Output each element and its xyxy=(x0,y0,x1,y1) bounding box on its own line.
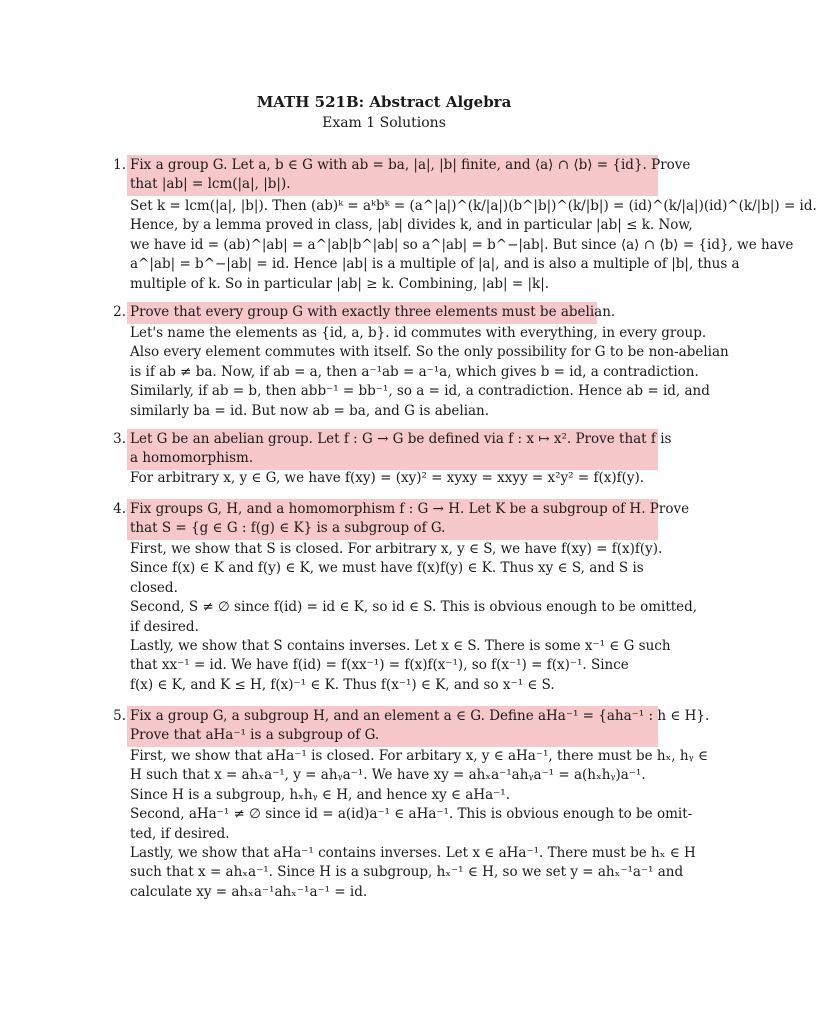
solution-line: Also every element commutes with itself. So the only possibility for G to be non-abelian xyxy=(130,344,729,361)
solution-line: f(x) ∈ K, and K ≤ H, f(x)⁻¹ ∈ K. Thus f(x⁻¹) ∈ K, and so x⁻¹ ∈ S. xyxy=(130,676,555,693)
prompt-line: Prove that every group G with exactly three elements must be abelian. xyxy=(130,304,616,320)
problem-prompt xyxy=(127,302,616,324)
solution-line: we have id = (ab)^|ab| = a^|ab|b^|ab| so a^|ab| = b^−|ab|. But since ⟨a⟩ ∩ ⟨b⟩ = {id}, we have xyxy=(130,236,794,253)
problem-number: 4. xyxy=(113,501,126,517)
problem-prompt xyxy=(127,429,672,470)
solution-line: Second, aHa⁻¹ ≠ ∅ since id = a(id)a⁻¹ ∈ aHa⁻¹. This is obvious enough to be omit- xyxy=(130,806,693,823)
problem-number: 1. xyxy=(113,157,126,173)
solution-line: Since f(x) ∈ K and f(y) ∈ K, we must have f(x)f(y) ∈ K. Thus xy ∈ S, and S is xyxy=(130,560,644,577)
problem-solution xyxy=(127,197,817,294)
problem-solution xyxy=(127,324,729,421)
prompt-line: Let G be an abelian group. Let f : G → G be defined via f : x ↦ x². Prove that f is xyxy=(130,431,672,447)
solution-line: that xx⁻¹ = id. We have f(id) = f(xx⁻¹) = f(x)f(x⁻¹), so f(x⁻¹) = f(x)⁻¹. Since xyxy=(130,657,629,674)
solution-line: calculate xy = ahₓa⁻¹ahₓ⁻¹a⁻¹ = id. xyxy=(130,883,368,900)
problem-solution xyxy=(127,747,708,902)
solution-line: Set k = lcm(|a|, |b|). Then (ab)ᵏ = aᵏbᵏ = (a^|a|)^(k/|a|)(b^|b|)^(k/|b|) = (id)^(k/|a|)(id)^(k/|b|) = id. xyxy=(130,198,817,214)
problem-number: 2. xyxy=(113,304,126,320)
prompt-line: that |ab| = lcm(|a|, |b|). xyxy=(130,176,291,192)
page-title: MATH 521B: Abstract Algebra xyxy=(256,93,512,111)
solution-line: Similarly, if ab = b, then abb⁻¹ = bb⁻¹, so a = id, a contradiction. Hence ab = id, and xyxy=(130,383,710,400)
solution-line: For arbitrary x, y ∈ G, we have f(xy) = (xy)² = xyxy = xxyy = x²y² = f(x)f(y). xyxy=(130,470,645,486)
problem-solution xyxy=(127,469,658,488)
solution-line: is if ab ≠ ba. Now, if ab = a, then a⁻¹ab = a⁻¹a, which gives b = id, a contradiction. xyxy=(130,363,699,380)
prompt-line: Fix a group G. Let a, b ∈ G with ab = ba, |a|, |b| finite, and ⟨a⟩ ∩ ⟨b⟩ = {id}. Prove xyxy=(130,157,691,173)
prompt-line: a homomorphism. xyxy=(130,450,254,466)
solution-line: closed. xyxy=(130,579,178,596)
solution-line: multiple of k. So in particular |ab| ≥ k. Combining, |ab| = |k|. xyxy=(130,275,550,292)
problem-prompt xyxy=(127,499,690,540)
solution-line: First, we show that aHa⁻¹ is closed. For arbitary x, y ∈ aHa⁻¹, there must be hₓ, hᵧ ∈ xyxy=(130,748,708,764)
solution-line: such that x = ahₓa⁻¹. Since H is a subgroup, hₓ⁻¹ ∈ H, so we set y = ahₓ⁻¹a⁻¹ and xyxy=(130,864,684,881)
page-subtitle: Exam 1 Solutions xyxy=(322,115,446,131)
solution-line: Hence, by a lemma proved in class, |ab| divides k, and in particular |ab| ≤ k. Now, xyxy=(130,217,693,234)
solution-line: ted, if desired. xyxy=(130,825,230,842)
prompt-line: that S = {g ∈ G : f(g) ∈ K} is a subgroup of G. xyxy=(130,520,446,536)
solution-line: if desired. xyxy=(130,618,199,635)
problem-prompt xyxy=(127,155,691,196)
solution-line: Let's name the elements as {id, a, b}. id commutes with everything, in every group. xyxy=(130,325,707,341)
solution-line: similarly ba = id. But now ab = ba, and G is abelian. xyxy=(130,402,490,419)
prompt-line: Prove that aHa⁻¹ is a subgroup of G. xyxy=(130,727,380,743)
solution-line: Second, S ≠ ∅ since f(id) = id ∈ K, so id ∈ S. This is obvious enough to be omitted, xyxy=(130,599,698,616)
problem-number: 5. xyxy=(113,708,126,724)
prompt-line: Fix a group G, a subgroup H, and an element a ∈ G. Define aHa⁻¹ = {aha⁻¹ : h ∈ H}. xyxy=(130,708,710,724)
prompt-line: Fix groups G, H, and a homomorphism f : G → H. Let K be a subgroup of H. Prove xyxy=(130,501,690,517)
solution-line: Since H is a subgroup, hₓhᵧ ∈ H, and hence xy ∈ aHa⁻¹. xyxy=(130,786,510,803)
problem-solution xyxy=(127,540,698,695)
solution-line: a^|ab| = b^−|ab| = id. Hence |ab| is a multiple of |a|, and is also a multiple of |b|, thus a xyxy=(130,256,740,273)
solution-line: Lastly, we show that aHa⁻¹ contains inverses. Let x ∈ aHa⁻¹. There must be hₓ ∈ H xyxy=(130,845,696,862)
problem-prompt xyxy=(127,706,710,747)
solution-line: First, we show that S is closed. For arbitrary x, y ∈ S, we have f(xy) = f(x)f(y). xyxy=(130,541,663,557)
problem-number: 3. xyxy=(113,431,126,447)
solution-line: Lastly, we show that S contains inverses. Let x ∈ S. There is some x⁻¹ ∈ G such xyxy=(130,638,671,655)
solution-line: H such that x = ahₓa⁻¹, y = ahᵧa⁻¹. We have xy = ahₓa⁻¹ahᵧa⁻¹ = a(hₓhᵧ)a⁻¹. xyxy=(130,767,646,784)
